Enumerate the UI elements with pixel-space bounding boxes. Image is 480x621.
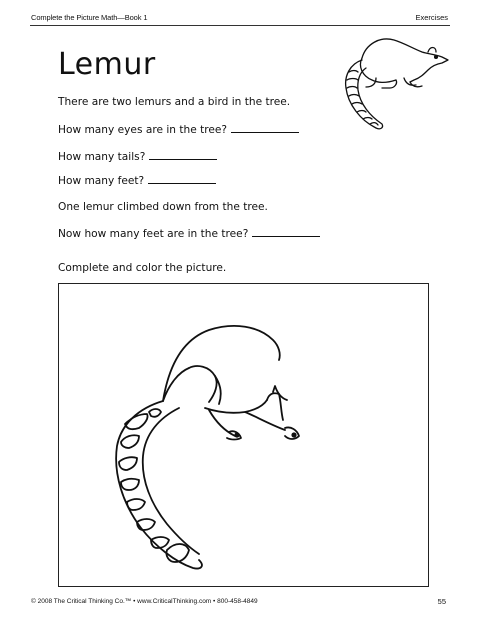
instruction: Complete and color the picture.: [58, 262, 227, 274]
question-4-text: How many feet?: [58, 175, 145, 187]
question-2-text: How many eyes are in the tree?: [58, 124, 228, 136]
answer-blank[interactable]: [149, 158, 217, 160]
section-label: Exercises: [415, 13, 448, 22]
page-number: 55: [437, 597, 446, 606]
question-1: [58, 96, 290, 108]
question-1-text: There are two lemurs and a bird in the tree.: [58, 96, 291, 108]
question-6-text: Now how many feet are in the tree?: [58, 228, 249, 240]
question-2: [58, 124, 299, 136]
answer-blank[interactable]: [231, 131, 299, 133]
question-3: [58, 151, 217, 163]
question-4: [58, 175, 216, 187]
answer-blank[interactable]: [252, 235, 320, 237]
drawing-area[interactable]: [58, 283, 429, 587]
question-5-text: One lemur climbed down from the tree.: [58, 201, 268, 213]
copyright-footer: © 2008 The Critical Thinking Co.™ • www.CriticalThinking.com • 800-458-4849: [31, 598, 258, 605]
page-title: Lemur: [58, 47, 156, 82]
header-divider: [30, 25, 450, 26]
question-5: [58, 201, 268, 213]
question-6: [58, 228, 320, 240]
question-3-text: How many tails?: [58, 151, 146, 163]
answer-blank[interactable]: [148, 182, 216, 184]
book-title: Complete the Picture Math—Book 1: [31, 13, 148, 22]
lemur-illustration-icon: [332, 30, 454, 134]
partial-lemur-drawing-icon: [59, 284, 430, 588]
